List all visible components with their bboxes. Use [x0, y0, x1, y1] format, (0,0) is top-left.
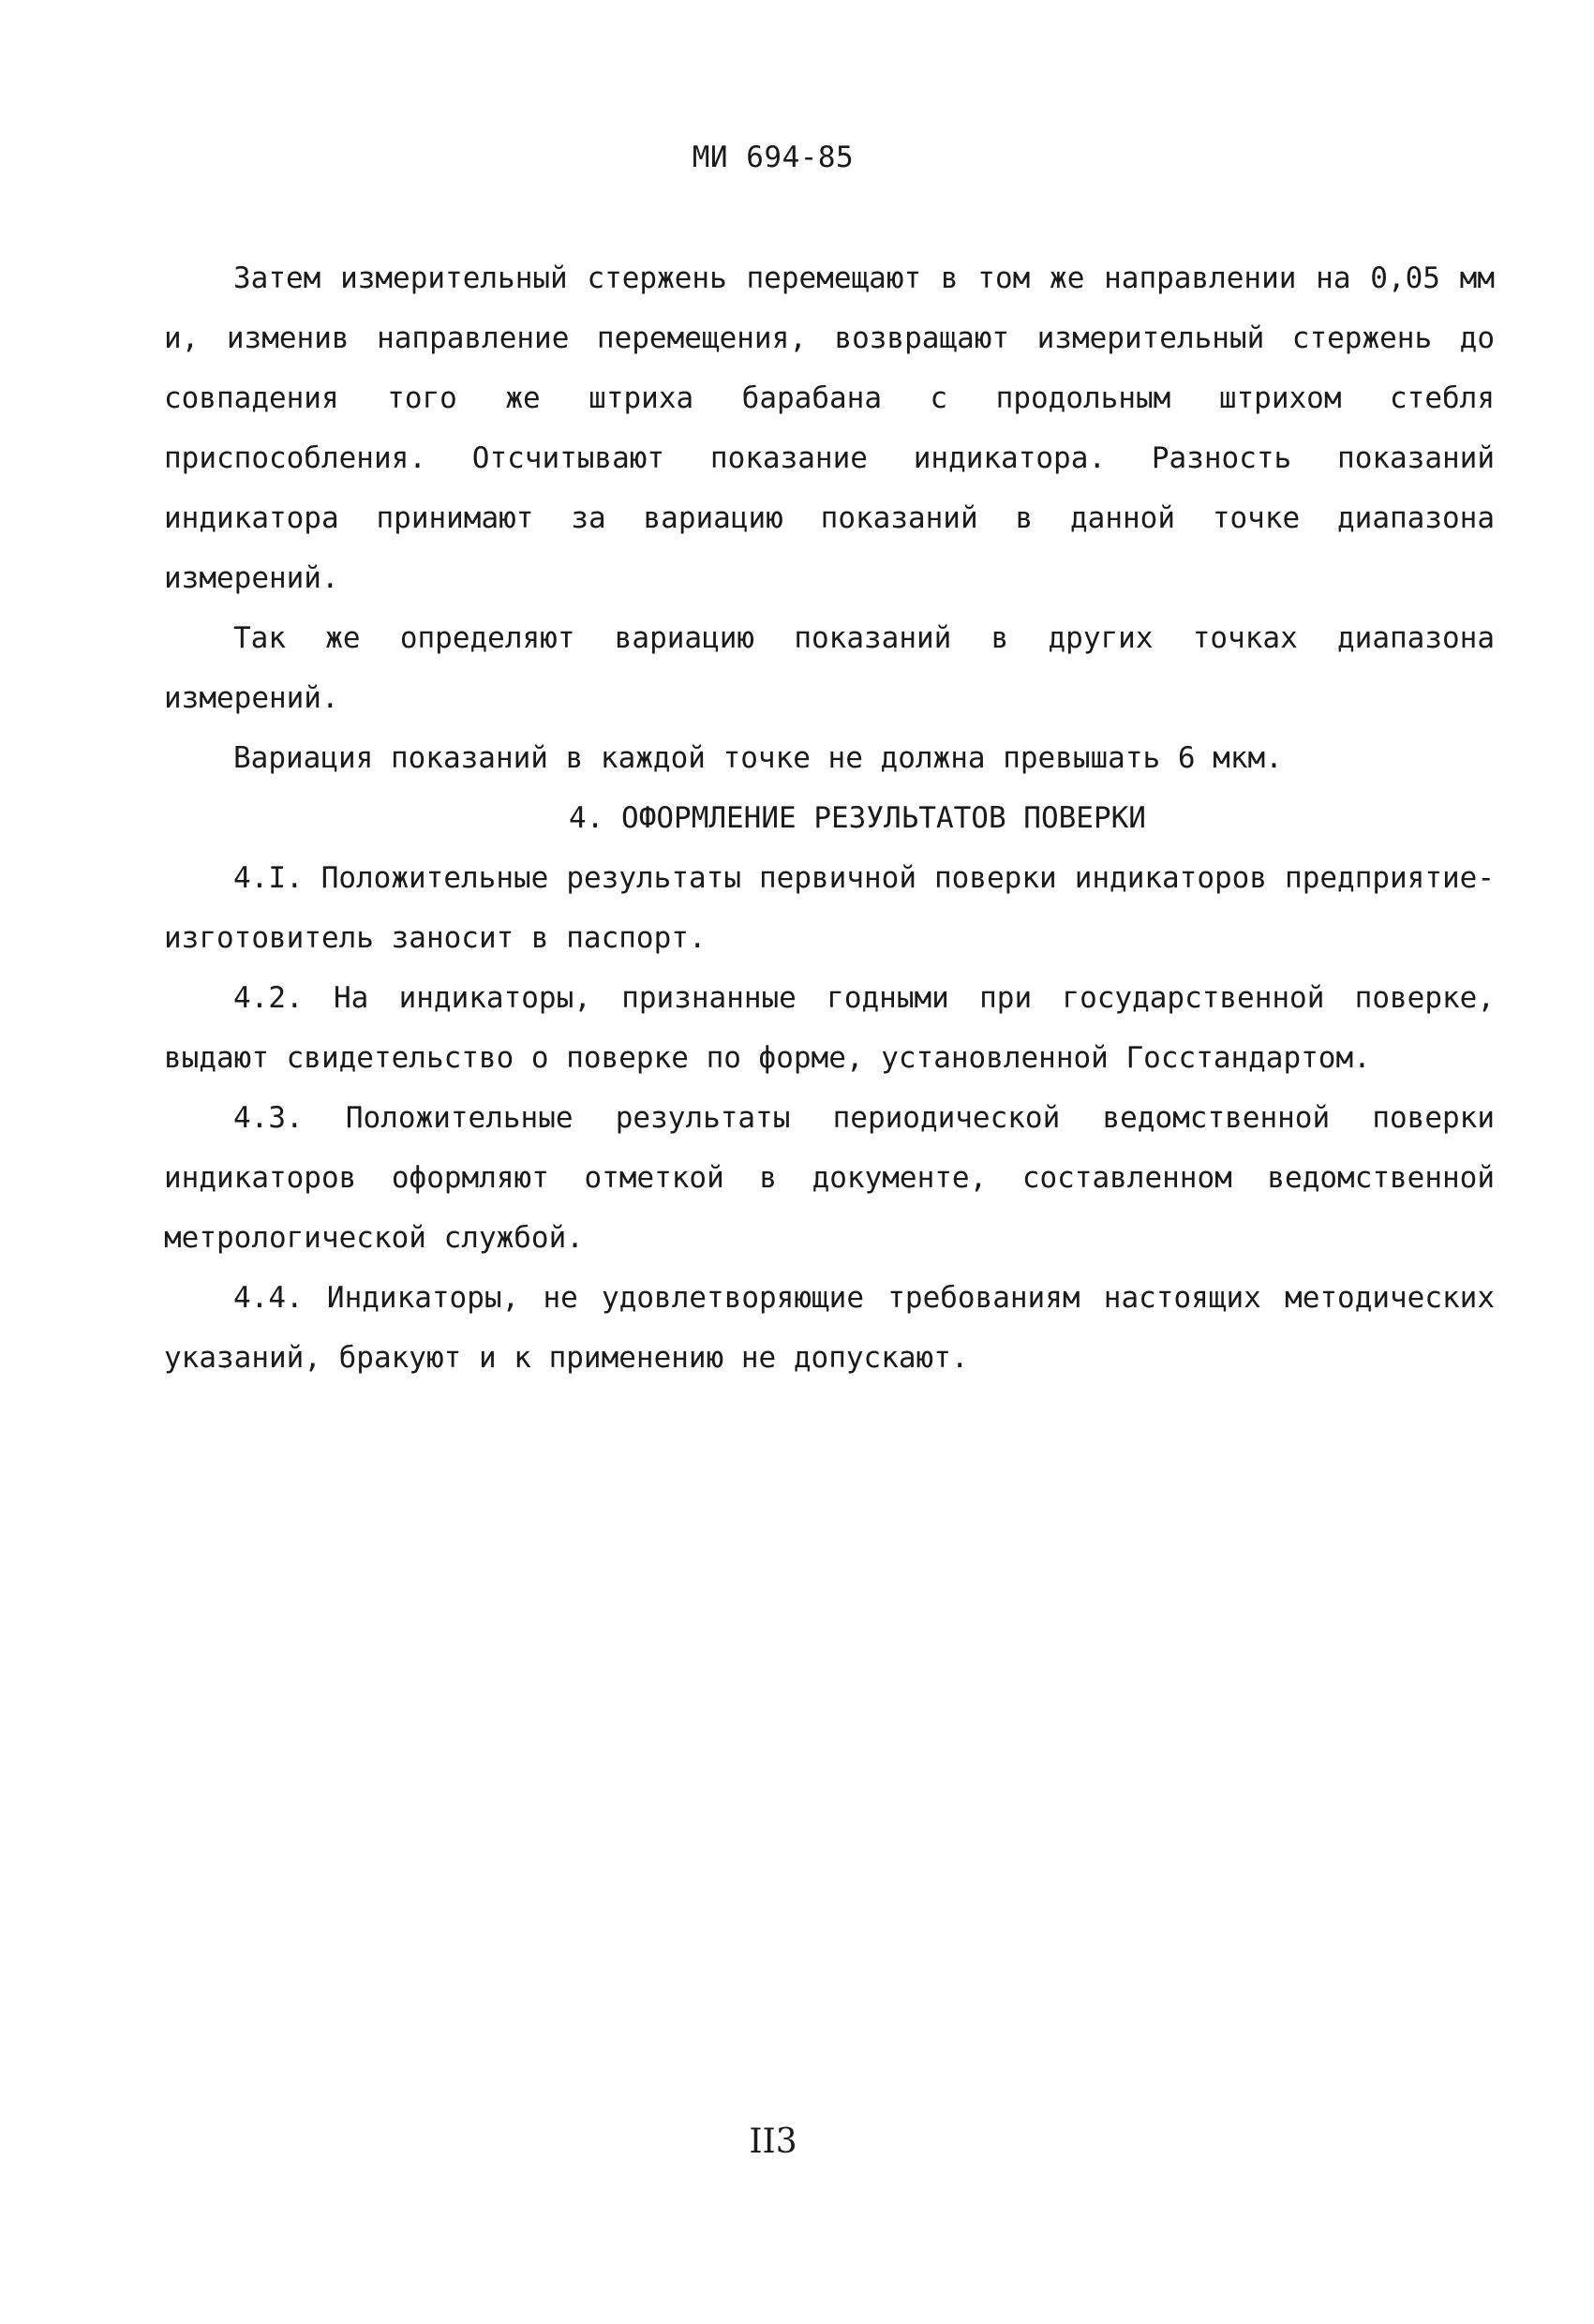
section-item-4-1: 4.I. Положительные результаты первичной поверки индикаторов предприятие-изготовитель заносит в паспорт.: [164, 861, 1495, 955]
paragraph-variation-procedure: Затем измерительный стержень перемещают в том же направлении на 0,05 мм и, изменив направление перемещения, возвращают измерительный стержень до совпадения того же штриха барабана с продольным штрихом стебля приспособления. Отсчитывают показание индикатора. Разность показаний индикатора принимают за вариацию показаний в данной точке диапазона измерений.: [164, 261, 1495, 595]
section-item-4-2: 4.2. На индикаторы, признанные годными при государственной поверке, выдают свидетельство о поверке по форме, установленной Госстандартом.: [164, 981, 1495, 1075]
page-number: II3: [749, 2123, 797, 2161]
document-body: [164, 248, 1495, 1388]
document-code-header: МИ 694-85: [692, 141, 855, 174]
paragraph-variation-limit: Вариация показаний в каждой точке не должна превышать 6 мкм.: [233, 741, 1283, 775]
section-item-4-3: 4.3. Положительные результаты периодической ведомственной поверки индикаторов оформляют отметкой в документе, составленном ведомственной метрологической службой.: [164, 1101, 1495, 1255]
section-heading: 4. ОФОРМЛЕНИЕ РЕЗУЛЬТАТОВ ПОВЕРКИ: [569, 801, 1146, 835]
paragraph-other-points: Так же определяют вариацию показаний в других точках диапазона измерений.: [164, 621, 1495, 715]
section-item-4-4: 4.4. Индикаторы, не удовлетворяющие требованиям настоящих методических указаний, бракуют и к применению не допускают.: [164, 1281, 1495, 1375]
